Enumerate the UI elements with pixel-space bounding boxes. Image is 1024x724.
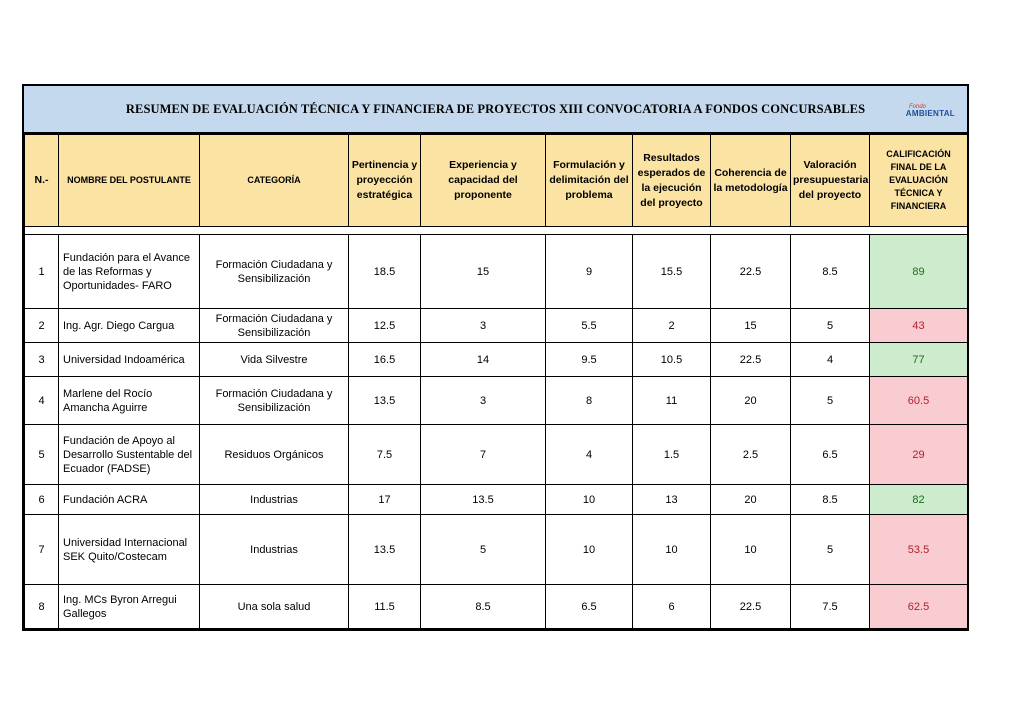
cell-name: Fundación ACRA [59, 485, 200, 515]
cell-num: 1 [25, 235, 59, 309]
table-row [25, 343, 968, 377]
table-row [25, 235, 968, 309]
cell-name: Ing. MCs Byron Arregui Gallegos [59, 585, 200, 629]
cell-experiencia: 3 [421, 377, 546, 425]
header-category: CATEGORÍA [200, 135, 349, 227]
cell-category: Industrias [200, 485, 349, 515]
cell-num: 8 [25, 585, 59, 629]
cell-category: Residuos Orgánicos [200, 425, 349, 485]
cell-experiencia: 8.5 [421, 585, 546, 629]
header-valoracion: Valoración presupuestaria del proyecto [791, 135, 870, 227]
header-formulacion: Formulación y delimitación del problema [546, 135, 633, 227]
table-row [25, 515, 968, 585]
header-coherencia: Coherencia de la metodología [711, 135, 791, 227]
cell-final: 29 [870, 425, 968, 485]
cell-coherencia: 15 [711, 309, 791, 343]
cell-num: 2 [25, 309, 59, 343]
table-row [25, 485, 968, 515]
cell-valoracion: 5 [791, 377, 870, 425]
cell-formulacion: 10 [546, 485, 633, 515]
cell-category: Formación Ciudadana y Sensibilización [200, 377, 349, 425]
cell-coherencia: 22.5 [711, 235, 791, 309]
cell-name: Marlene del Rocío Amancha Aguirre [59, 377, 200, 425]
cell-pertinencia: 7.5 [349, 425, 421, 485]
cell-resultados: 2 [633, 309, 711, 343]
table-row [25, 377, 968, 425]
cell-experiencia: 14 [421, 343, 546, 377]
cell-resultados: 6 [633, 585, 711, 629]
cell-valoracion: 4 [791, 343, 870, 377]
table-row [25, 425, 968, 485]
cell-num: 4 [25, 377, 59, 425]
header-num: N.- [25, 135, 59, 227]
evaluation-table [24, 134, 968, 629]
header-pertinencia: Pertinencia y proyección estratégica [349, 135, 421, 227]
cell-pertinencia: 17 [349, 485, 421, 515]
cell-resultados: 13 [633, 485, 711, 515]
table-row [25, 309, 968, 343]
table-row [25, 585, 968, 629]
cell-formulacion: 8 [546, 377, 633, 425]
cell-valoracion: 8.5 [791, 235, 870, 309]
cell-category: Vida Silvestre [200, 343, 349, 377]
spacer-cell [25, 227, 968, 235]
cell-resultados: 10.5 [633, 343, 711, 377]
evaluation-sheet [22, 84, 969, 631]
header-name: NOMBRE DEL POSTULANTE [59, 135, 200, 227]
cell-formulacion: 6.5 [546, 585, 633, 629]
cell-resultados: 10 [633, 515, 711, 585]
cell-num: 3 [25, 343, 59, 377]
cell-valoracion: 7.5 [791, 585, 870, 629]
cell-experiencia: 3 [421, 309, 546, 343]
cell-coherencia: 22.5 [711, 585, 791, 629]
cell-num: 5 [25, 425, 59, 485]
cell-formulacion: 9 [546, 235, 633, 309]
cell-formulacion: 9.5 [546, 343, 633, 377]
cell-name: Universidad Internacional SEK Quito/Costecam [59, 515, 200, 585]
page-title: RESUMEN DE EVALUACIÓN TÉCNICA Y FINANCIERA DE PROYECTOS XIII CONVOCATORIA A FONDOS CONCURSABLES [125, 101, 866, 116]
cell-category: Formación Ciudadana y Sensibilización [200, 235, 349, 309]
cell-final: 43 [870, 309, 968, 343]
cell-coherencia: 2.5 [711, 425, 791, 485]
cell-pertinencia: 13.5 [349, 515, 421, 585]
cell-coherencia: 10 [711, 515, 791, 585]
cell-experiencia: 7 [421, 425, 546, 485]
cell-coherencia: 22.5 [711, 343, 791, 377]
cell-formulacion: 10 [546, 515, 633, 585]
cell-name: Fundación de Apoyo al Desarrollo Sustentable del Ecuador (FADSE) [59, 425, 200, 485]
logo-small-text: Fondo [909, 104, 927, 110]
cell-category: Industrias [200, 515, 349, 585]
cell-experiencia: 5 [421, 515, 546, 585]
cell-valoracion: 5 [791, 309, 870, 343]
cell-pertinencia: 13.5 [349, 377, 421, 425]
cell-num: 6 [25, 485, 59, 515]
cell-final: 53.5 [870, 515, 968, 585]
fondo-ambiental-logo [903, 104, 955, 118]
cell-resultados: 15.5 [633, 235, 711, 309]
cell-formulacion: 4 [546, 425, 633, 485]
cell-valoracion: 6.5 [791, 425, 870, 485]
cell-final: 62.5 [870, 585, 968, 629]
cell-resultados: 11 [633, 377, 711, 425]
cell-valoracion: 8.5 [791, 485, 870, 515]
cell-final: 82 [870, 485, 968, 515]
logo-big-text: AMBIENTAL [905, 109, 955, 118]
cell-pertinencia: 16.5 [349, 343, 421, 377]
cell-pertinencia: 18.5 [349, 235, 421, 309]
cell-pertinencia: 12.5 [349, 309, 421, 343]
cell-name: Fundación para el Avance de las Reformas y Oportunidades- FARO [59, 235, 200, 309]
cell-experiencia: 13.5 [421, 485, 546, 515]
cell-coherencia: 20 [711, 377, 791, 425]
cell-valoracion: 5 [791, 515, 870, 585]
cell-final: 89 [870, 235, 968, 309]
cell-pertinencia: 11.5 [349, 585, 421, 629]
cell-name: Ing. Agr. Diego Cargua [59, 309, 200, 343]
header-row [25, 135, 968, 227]
cell-resultados: 1.5 [633, 425, 711, 485]
title-banner [24, 86, 967, 134]
cell-category: Una sola salud [200, 585, 349, 629]
spacer-row [25, 227, 968, 235]
cell-formulacion: 5.5 [546, 309, 633, 343]
cell-coherencia: 20 [711, 485, 791, 515]
header-resultados: Resultados esperados de la ejecución del proyecto [633, 135, 711, 227]
cell-name: Universidad Indoamérica [59, 343, 200, 377]
header-experiencia: Experiencia y capacidad del proponente [421, 135, 546, 227]
cell-category: Formación Ciudadana y Sensibilización [200, 309, 349, 343]
cell-num: 7 [25, 515, 59, 585]
cell-experiencia: 15 [421, 235, 546, 309]
header-final: CALIFICACIÓN FINAL DE LA EVALUACIÓN TÉCNICA Y FINANCIERA [870, 135, 968, 227]
cell-final: 60.5 [870, 377, 968, 425]
cell-final: 77 [870, 343, 968, 377]
